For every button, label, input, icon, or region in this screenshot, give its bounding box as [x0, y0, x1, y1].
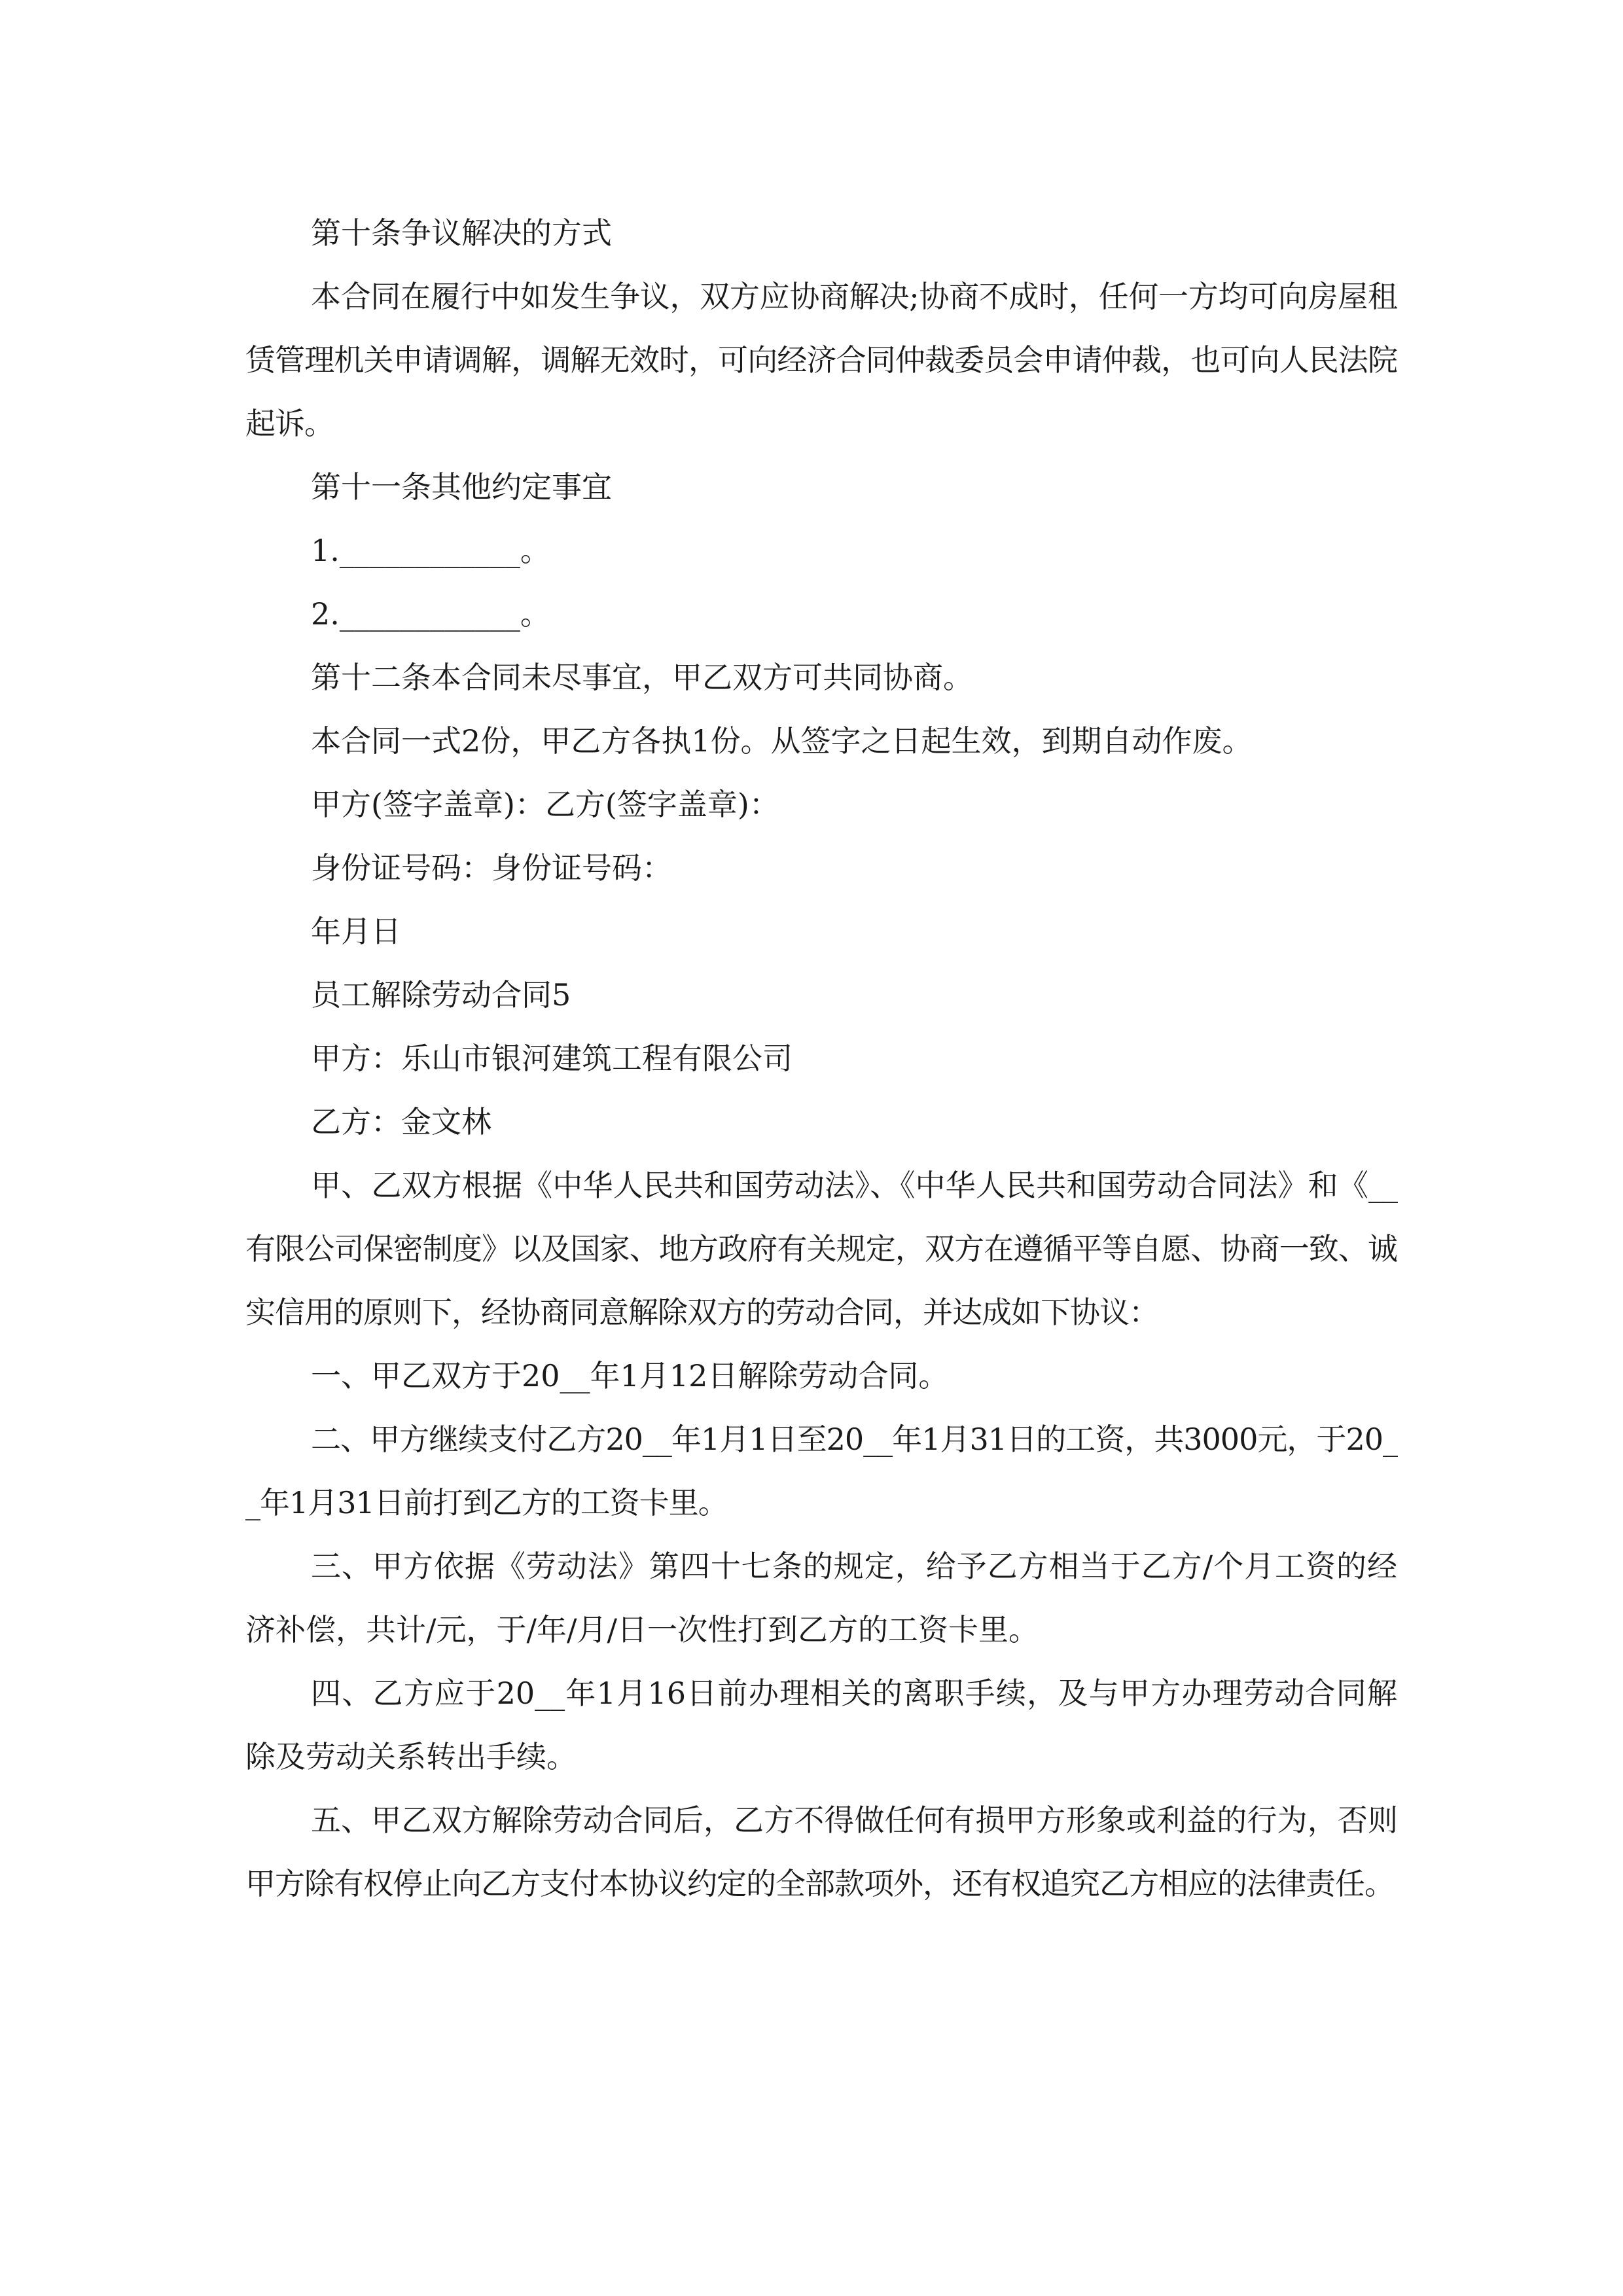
article-11-heading: 第十一条其他约定事宜 — [311, 469, 612, 505]
document-body — [245, 202, 1397, 1916]
preamble-paragraph: 甲、乙双方根据《中华人民共和国劳动法》、《中华人民共和国劳动合同法》和《__有限公司保密制度》以及国家、地方政府有关规定，双方在遵循平等自愿、协商一致、诚实信用的原则下，经协商同意解除双方的劳动合同，并达成如下协议： — [245, 1168, 1397, 1330]
copies-paragraph: 本合同一式2份，甲乙方各执1份。从签字之日起生效，到期自动作废。 — [311, 723, 1253, 759]
section-title: 员工解除劳动合同5 — [311, 977, 571, 1013]
party-a-line: 甲方：乐山市银河建筑工程有限公司 — [311, 1041, 793, 1076]
clause-3: 三、甲方依据《劳动法》第四十七条的规定，给予乙方相当于乙方/个月工资的经济补偿，共计/元，于/年/月/日一次性打到乙方的工资卡里。 — [245, 1549, 1397, 1647]
id-number-line: 身份证号码：身份证号码： — [311, 850, 672, 886]
other-matters-item-1: 1.____________。 — [311, 533, 550, 568]
dispute-resolution-paragraph: 本合同在履行中如发生争议，双方应协商解决;协商不成时，任何一方均可向房屋租赁管理机关申请调解，调解无效时，可向经济合同仲裁委员会申请仲裁，也可向人民法院起诉。 — [245, 279, 1397, 441]
clause-5: 五、甲乙双方解除劳动合同后，乙方不得做任何有损甲方形象或利益的行为，否则甲方除有权停止向乙方支付本协议约定的全部款项外，还有权追究乙方相应的法律责任。 — [245, 1803, 1397, 1901]
clause-1: 一、甲乙双方于20__年1月12日解除劳动合同。 — [311, 1358, 949, 1393]
other-matters-item-2: 2.____________。 — [311, 596, 550, 632]
clause-4: 四、乙方应于20__年1月16日前办理相关的离职手续，及与甲方办理劳动合同解除及劳动关系转出手续。 — [245, 1676, 1397, 1774]
signature-line: 甲方(签字盖章)：乙方(签字盖章)： — [311, 787, 779, 822]
article-12-paragraph: 第十二条本合同未尽事宜，甲乙双方可共同协商。 — [311, 660, 973, 695]
article-10-heading: 第十条争议解决的方式 — [311, 215, 612, 251]
date-line: 年月日 — [311, 914, 401, 949]
clause-2: 二、甲方继续支付乙方20__年1月1日至20__年1月31日的工资，共3000元，于20__年1月31日前打到乙方的工资卡里。 — [245, 1422, 1397, 1520]
party-b-line: 乙方：金文林 — [311, 1104, 491, 1139]
